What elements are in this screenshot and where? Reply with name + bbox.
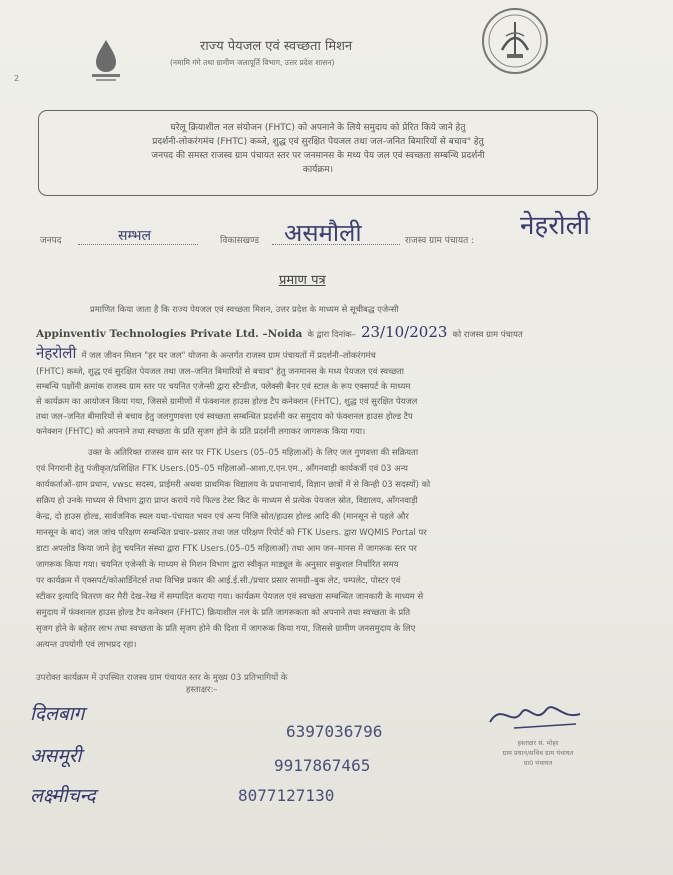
mission-logo-icon: [86, 38, 126, 84]
body-text: के द्वारा दिनांक–: [307, 329, 356, 339]
body-line: सम्बन्धि पक्षोंनी क्रमांक राजस्व ग्राम स्तर पर चयनित एजेन्सी द्वारा स्टैन्डीज, फ्लेक्सी बैनर एवं स्टाल के रूप एक्सपर्ट के माध्यम: [36, 381, 411, 391]
pradhan-signature-icon: [484, 694, 594, 736]
block-label: विकासखण्ड: [220, 236, 260, 246]
participant-signature-3: लक्ष्मीचन्द: [30, 785, 96, 807]
body-line: सृजग होने के बहेतर लाभ तथा स्वच्छता के प्रति सृजग होने की दिशा में जागरूक किया गया, जिससे ग्रामीण जनसमुदाय के लिए: [36, 623, 416, 633]
mission-subtitle: (नमामि गंगे तथा ग्रामीण जलापूर्ति विभाग, उत्तर प्रदेश शासन): [170, 58, 335, 67]
body-line: तथा जल–जनित बीमारियों से बचाव हेतु जलगुणवत्ता एवं स्वच्छता सम्बन्धित प्रदर्शनी कर समुदाय को फंक्शनल हाउस होल्ड टैप: [36, 411, 413, 421]
participants-signature-label: [36, 672, 287, 696]
panchayat-label: राजस्व ग्राम पंचायत :: [405, 236, 475, 246]
intro-line: जनपद की समस्त राजस्व ग्राम पंचायत स्तर पर जनमानस के मध्य पेय जल एवं स्वच्छता सम्बन्धि प्रदर्शनी: [151, 151, 485, 161]
intro-line: घरेलू क्रियाशील नल संयोजन (FHTC) को अपनाने के लिये समुदाय को प्रेरित किये जाने हेतु: [170, 123, 466, 133]
side-number: 2: [14, 74, 20, 83]
program-description-box: [38, 110, 598, 196]
body-line: समुदाय में फंक्शनल हाउस होल्ड टैप कनेक्शन (FHTC) क्रियाशील नल के प्रति जागरूकता को अपनाने तथा स्वच्छता के प्रति: [36, 607, 411, 617]
participant-phone-2: 9917867465: [274, 756, 371, 775]
body-text: को राजस्व ग्राम पंचायत: [452, 329, 523, 339]
program-date: 23/10/2023: [360, 323, 448, 341]
certificate-title: प्रमाण पत्र: [279, 273, 326, 288]
body-line: अत्यन्त उपयोगी एवं लाभप्रद रहा।: [36, 639, 137, 649]
mission-title: राज्य पेयजल एवं स्वच्छता मिशन: [200, 39, 353, 54]
body-line: से कार्यक्रम का आयोजन किया गया, जिससे ग्रामीणों में फंक्शनल हाउस होल्ड टैप कनेक्शन (FHTC), शुद्ध एवं सुरक्षित पेयजल: [36, 396, 418, 406]
intro-line: प्रदर्शनी-लोकरंगमंच (FHTC) कब्जे, शुद्ध एवं सुरक्षित पेयजल तथा जल-जनित बिमारियों से बचाव" हेतु: [152, 137, 484, 147]
body-text: में जल जीवन मिशन "हर घर जल" योजना के अन्तर्गत राजस्व ग्राम पंचायतों में प्रदर्शनी–लोकरंगमंच: [81, 350, 376, 360]
official-stamp: [458, 738, 618, 768]
body-line: उक्त के अतिरिक्त राजस्व ग्राम स्तर पर FTK Users (05–05 महिलाओं) के लिए जल गुणवत्ता की सक्रियता: [88, 447, 418, 457]
body-line: स्टीकर इत्यादि वितरण कर मैरी देख–रेख में सम्पादित कराया गया। कार्यक्रम पेयजल एवं स्वच्छता सम्बन्धित जानकारी के माध्यम से: [36, 591, 424, 601]
stamp-line: ग्राम प्रधान/सचिव ग्राम पंचायत: [502, 749, 574, 757]
body-line: कनेक्शन (FHTC) को अपनाने तथा स्वच्छता के प्रति सृजग होने के प्रति प्रदर्शनी लगाकर जागरूक किया गया।: [36, 426, 366, 436]
block-value: असमौली: [284, 219, 362, 247]
up-state-emblem-icon: [480, 6, 550, 76]
agency-name: Appinventiv Technologies Private Ltd. –Noida: [36, 328, 303, 340]
signature-label-line: उपरोक्त कार्यक्रम में उपस्थित राजस्व ग्राम पंचायत स्तर के मुख्य 03 प्रतिभागियों के: [36, 673, 288, 683]
participant-signature-1: दिलबाग: [30, 703, 85, 725]
district-label: जनपद: [40, 236, 62, 246]
village-line: [36, 343, 656, 363]
agency-date-line: [36, 322, 656, 341]
body-line: डाटा अपलोड किया जाने हेतु चयनित संस्था द्वारा FTK Users.(05–05 महिलाओं) तथा आम जन–मानस में जागरूक स्तर पर: [36, 543, 417, 553]
body-line: केन्द्र, दो हाउस होल्ड, सार्वजनिक स्थल यथा–पंचायत भवन एवं अन्य निजि स्रोत/हाउस होल्ड आदि की (मानसून से पहले और: [36, 511, 409, 521]
intro-line: कार्यक्रम।: [302, 165, 334, 175]
body-line: मानसून के बाद) जल जांच परिक्षण सम्बन्धित प्रचार–प्रसार तथा जल परिक्षण रिपोर्ट को FTK Users. द्वारा WQMIS Portal पर: [36, 527, 427, 537]
body-line: जागरूक किया गया। चयनित एजेन्सी के माध्यम से मिशन विभाग द्वारा स्वीकृत माड्यूल के अनुसार सकुशल निर्धारित समय: [36, 559, 399, 569]
participant-phone-1: 6397036796: [286, 722, 383, 741]
body-line: पर कार्यक्रम में एक्सपर्ट/कोआर्डिनेटर्स तथा विभिन्न प्रकार की आई.ई.सी./प्रचार प्रसार सामग्री–बुक लेट, पम्पलेट, पोस्टर एवं: [36, 575, 401, 585]
village-name: नेहरोली: [36, 344, 77, 362]
participant-phone-3: 8077127130: [238, 786, 335, 805]
body-line: कार्यकर्ताओं–ग्राम प्रधान, vwsc सदस्य, प्राईमरी अथवा प्राथमिक विद्यालय के प्रधानाचार्य, विज्ञान छात्रों में से किन्ही 03 सदस्यों) को: [36, 479, 431, 489]
participant-signature-2: असमूरी: [30, 745, 82, 767]
district-value: सम्भल: [118, 228, 151, 244]
stamp-line: हस्ताक्षर सं. मोहर: [517, 739, 559, 747]
panchayat-value: नेहरोली: [520, 211, 590, 241]
stamp-line: ग्रा0 पंचायत: [523, 759, 553, 767]
signature-label-line: हस्ताक्षर:–: [186, 685, 218, 695]
body-line: एवं निगरानी हेतु पंजीकृत/प्रशिक्षित FTK Users.(05–05 महिलाओं–आशा,ए.एन.एम., आँगनवाड़ी कार्यकर्त्री एवं 03 अन्य: [36, 463, 408, 473]
body-line: (FHTC) कब्जे, शुद्ध एवं सुरक्षित पेयजल तथा जल–जनित बिमारियों से बचाव" हेतु जनमानस के मध्य पेयजल एवं स्वच्छता: [36, 366, 404, 376]
body-line: प्रमाणित किया जाता है कि राज्य पेयजल एवं स्वच्छता मिशन, उत्तर प्रदेश के माध्यम से सूचीबद्ध एजेन्सी: [90, 304, 399, 314]
body-line: सक्रिय हो उनके माध्यम से विभाग द्वारा प्राप्त कराये गये फिल्ड टेस्ट किट के माध्यम से प्रत्येक पेयजल स्रोत, विद्यालय, आँगनवाड़ी: [36, 495, 418, 505]
